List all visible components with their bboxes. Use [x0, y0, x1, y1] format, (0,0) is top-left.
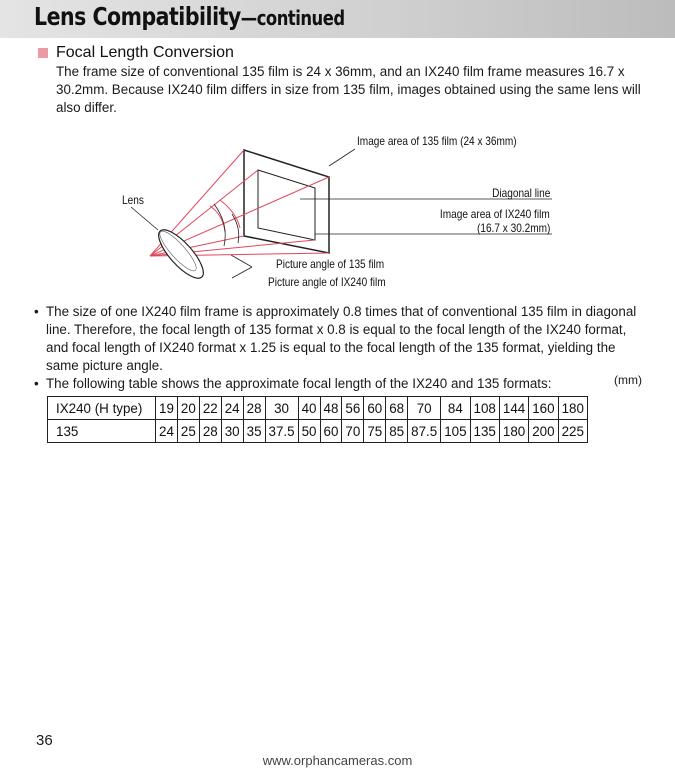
- page-number: 36: [36, 732, 53, 749]
- table-cell: 87.5: [408, 420, 441, 443]
- table-cell: 105: [441, 420, 470, 443]
- table-cell: 22: [199, 397, 221, 420]
- table-cell: 75: [364, 420, 386, 443]
- label-image-area-ix240: Image area of IX240 film: [440, 207, 550, 221]
- leader-angle-ix240: [232, 267, 252, 278]
- bullet-text: The following table shows the approximate focal length of the IX240 and 135 formats:: [46, 376, 552, 391]
- leader-lens: [131, 207, 158, 230]
- leader-135: [329, 149, 355, 166]
- label-image-area-135: Image area of 135 film (24 x 36mm): [357, 134, 517, 148]
- leader-angle-135: [231, 255, 252, 267]
- table-cell: 48: [320, 397, 342, 420]
- bullet-text: The size of one IX240 film frame is approximately 0.8 times that of conventional 135 film in diagonal line. Therefore, the focal length of 135 format x 0.8 is equal to the focal length of the IX240 format, and focal length of IX240 format x 1.25 is equal to the focal length of the 135 format, yielding the same picture angle.: [46, 304, 637, 373]
- bullet-item: • The size of one IX240 film frame is approximately 0.8 times that of conventional 135 film in diagonal line. Therefore, the focal length of 135 format x 0.8 is equal to the focal length of the IX240 format, and focal length of IX240 format x 1.25 is equal to the focal length of the 135 format, yielding the same picture angle.: [34, 303, 649, 375]
- table-cell: 35: [243, 420, 265, 443]
- table-row: [48, 420, 588, 443]
- table-unit: (mm): [614, 373, 642, 387]
- table-cell: 50: [298, 420, 320, 443]
- frame-135-outline: [244, 150, 329, 253]
- row-label: 135: [48, 420, 156, 443]
- table-cell: 180: [499, 420, 528, 443]
- table-cell: 60: [320, 420, 342, 443]
- section-title: Focal Length Conversion: [56, 44, 234, 61]
- table-cell: 60: [364, 397, 386, 420]
- table-cell: 56: [342, 397, 364, 420]
- label-diagonal: Diagonal line: [491, 186, 550, 200]
- focal-length-table: [47, 396, 588, 443]
- table-cell: 30: [265, 397, 298, 420]
- table-cell: 225: [558, 420, 587, 443]
- label-angle-ix240: Picture angle of IX240 film: [268, 275, 386, 289]
- footer-url[interactable]: www.orphancameras.com: [262, 753, 413, 768]
- table-cell: 70: [408, 397, 441, 420]
- intro-paragraph: The frame size of conventional 135 film is 24 x 36mm, and an IX240 film frame measures 16.7 x 30.2mm. Because IX240 film differs in size from 135 film, images obtained using the same lens will also differ.: [56, 64, 641, 115]
- table-cell: 135: [470, 420, 499, 443]
- table-cell: 84: [441, 397, 470, 420]
- table-cell: 108: [470, 397, 499, 420]
- bullet-list: [34, 303, 649, 393]
- table-cell: 200: [529, 420, 558, 443]
- picture-angle-diagram: [0, 0, 675, 300]
- table-cell: 24: [221, 397, 243, 420]
- label-image-area-ix240-size: (16.7 x 30.2mm): [476, 221, 550, 235]
- table-cell: 70: [342, 420, 364, 443]
- table-cell: 160: [529, 397, 558, 420]
- label-angle-135: Picture angle of 135 film: [276, 257, 385, 271]
- table-cell: 24: [156, 420, 178, 443]
- table-cell: 85: [386, 420, 408, 443]
- table-cell: 37.5: [265, 420, 298, 443]
- table-cell: 20: [177, 397, 199, 420]
- table-cell: 180: [558, 397, 587, 420]
- table-cell: 25: [177, 420, 199, 443]
- table-cell: 68: [386, 397, 408, 420]
- label-lens: Lens: [122, 193, 144, 207]
- title-suffix: —continued: [240, 6, 345, 30]
- row-label: IX240 (H type): [48, 397, 156, 420]
- table-cell: 28: [243, 397, 265, 420]
- table-cell: 19: [156, 397, 178, 420]
- title-text: Lens Compatibility: [34, 2, 241, 31]
- bullet-item: • The following table shows the approximate focal length of the IX240 and 135 formats:: [34, 376, 552, 391]
- table-cell: 144: [499, 397, 528, 420]
- table-cell: 28: [199, 420, 221, 443]
- table-cell: 30: [221, 420, 243, 443]
- table-cell: 40: [298, 397, 320, 420]
- table-row: [48, 397, 588, 420]
